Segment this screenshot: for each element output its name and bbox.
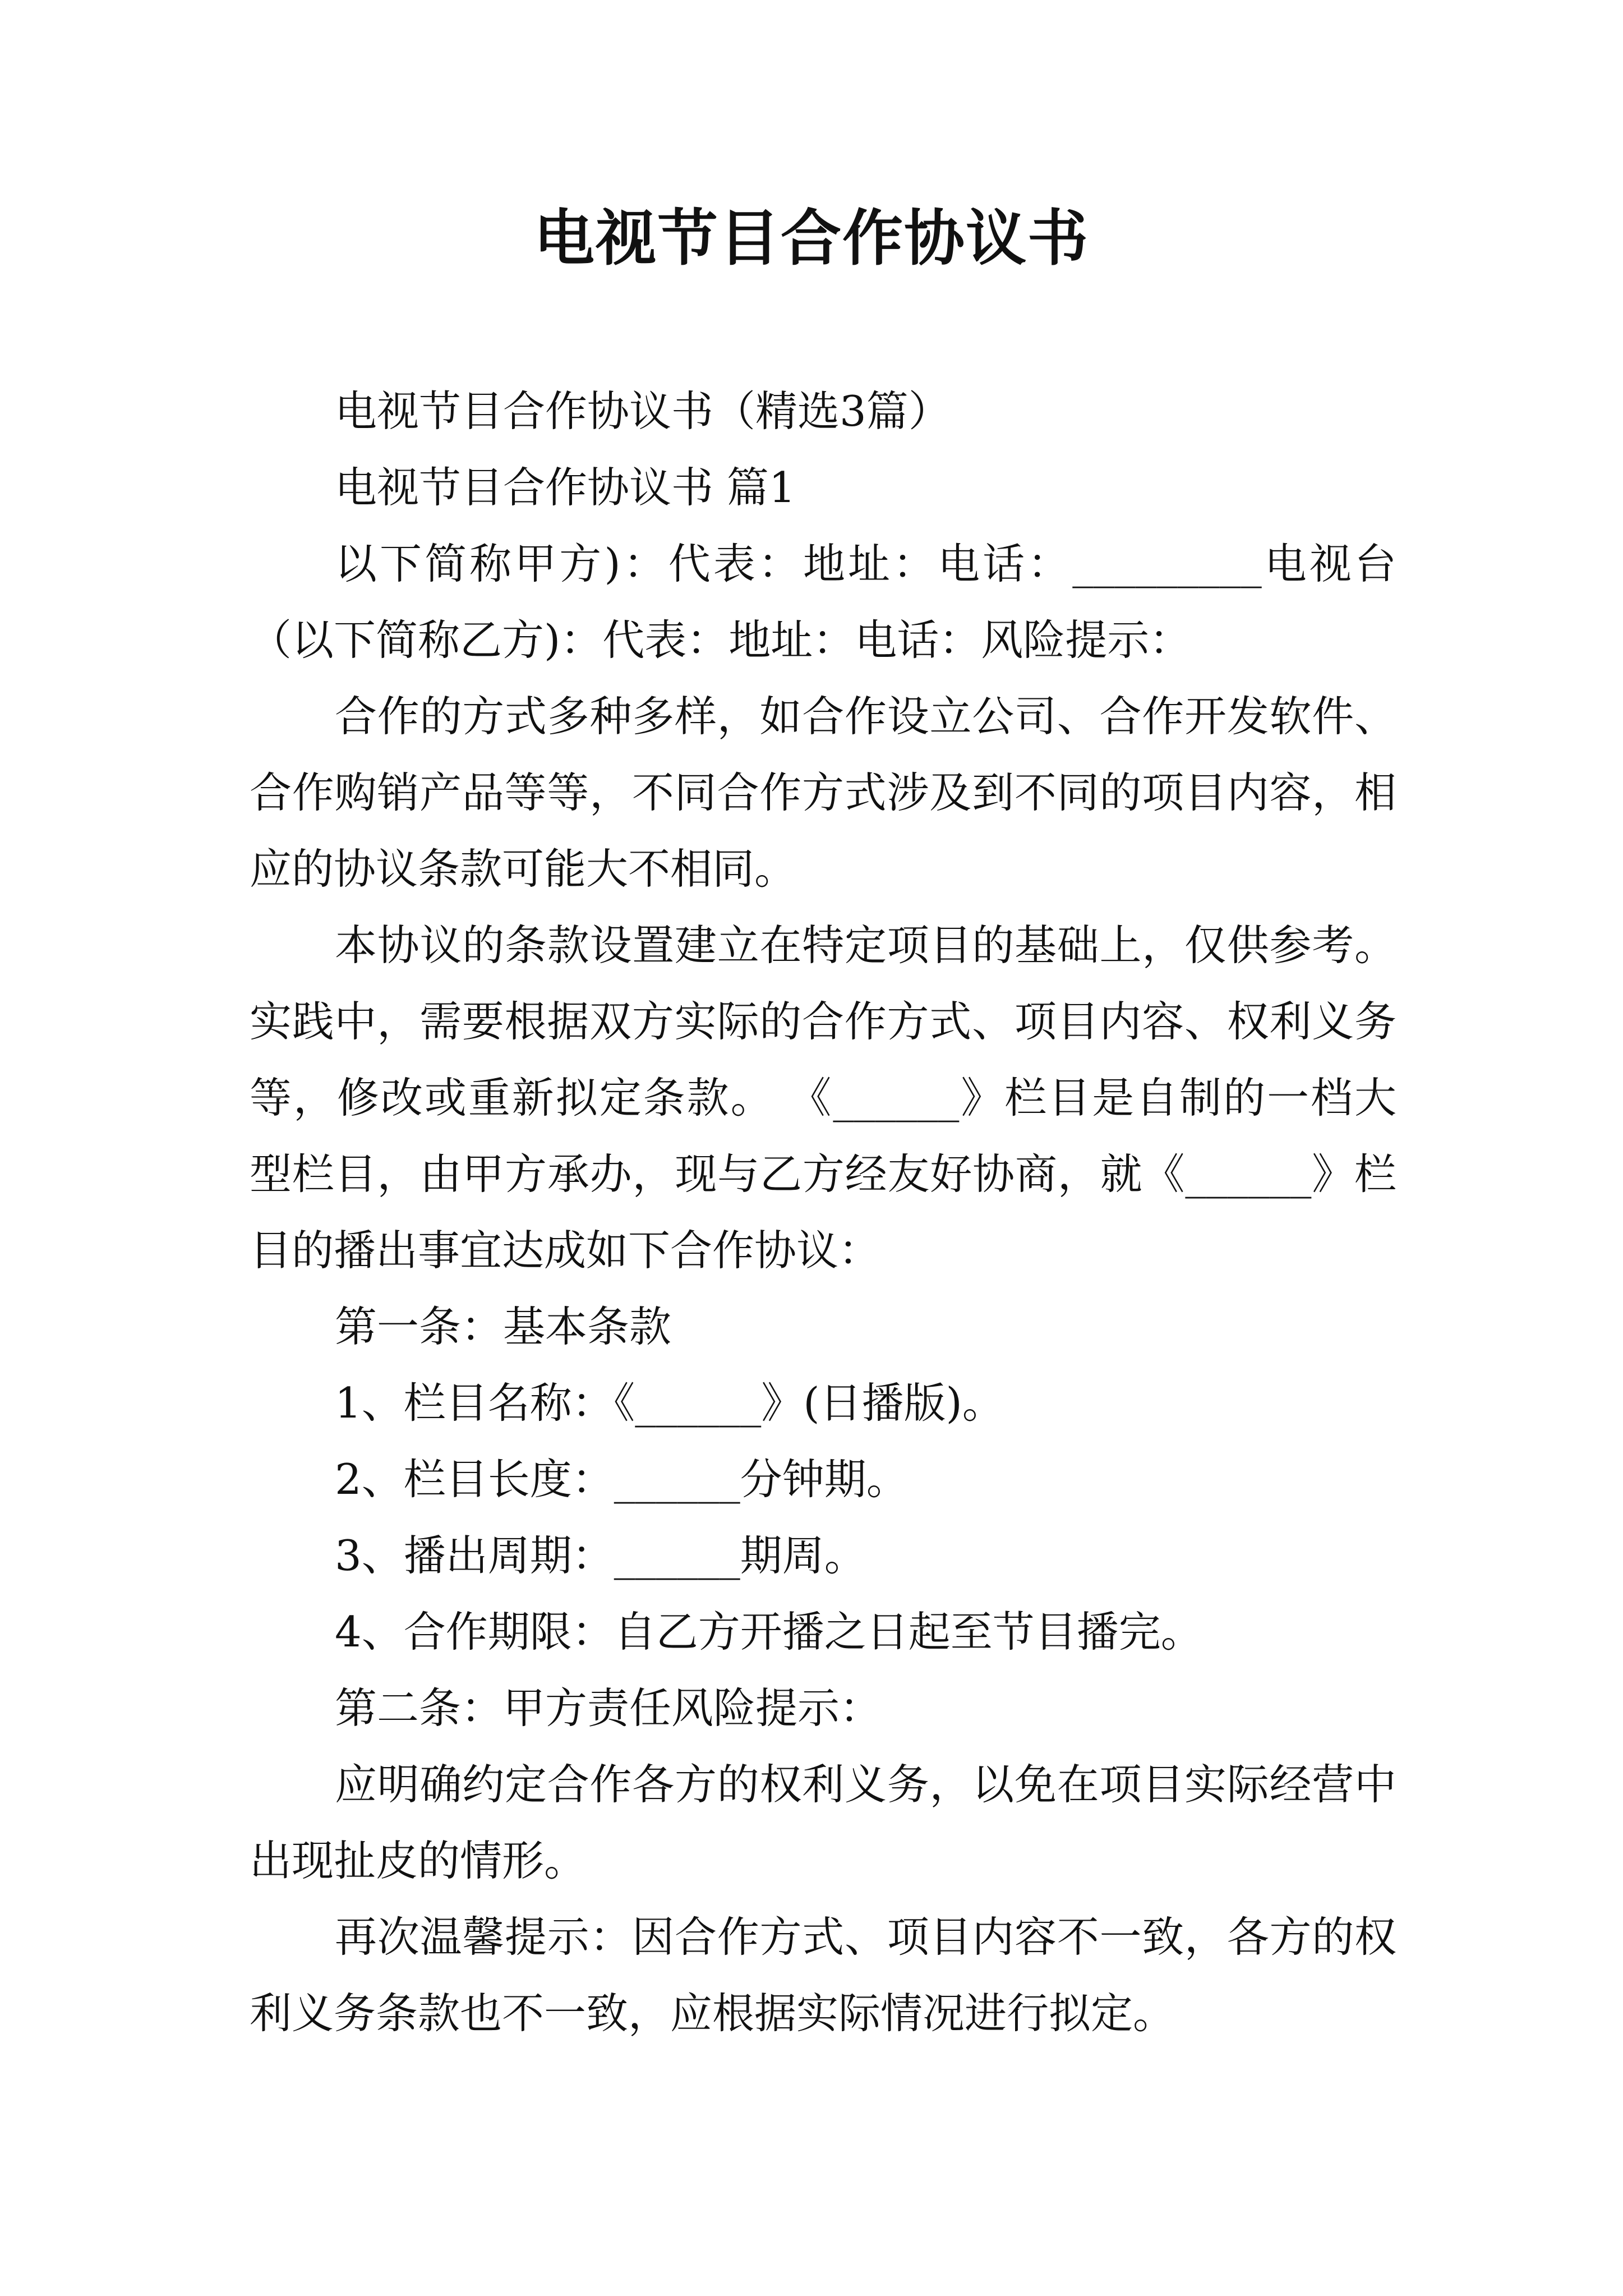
document-title: 电视节目合作协议书 [533,203,1089,274]
document-body [250,373,1396,2051]
paragraph-agreement-intro: 本协议的条款设置建立在特定项目的基础上，仅供参考。实践中，需要根据双方实际的合作方式、项目内容、权利义务等，修改或重新拟定条款。 《______》栏目是自制的一档大型栏目，由甲方承办，现与乙方经友好协商，就《______》栏目的播出事宜达成如下合作协议： [250,921,1396,1275]
paragraph-parties: 以下简称甲方)：代表：地址：电话：_________电视台（以下简称乙方)：代表：地址：电话：风险提示： [250,539,1396,665]
paragraph-article-one: 第一条：基本条款 [335,1302,672,1351]
paragraph-cooperation-methods: 合作的方式多种多样，如合作设立公司、合作开发软件、合作购销产品等等，不同合作方式涉及到不同的项目内容，相应的协议条款可能大不相同。 [250,692,1396,894]
paragraph-rights-obligations: 应明确约定合作各方的权利义务，以免在项目实际经营中出现扯皮的情形。 [250,1760,1396,1885]
paragraph-clause-cooperation-term: 4、合作期限：自乙方开播之日起至节目播完。 [335,1607,1203,1657]
paragraph-clause-program-name: 1、栏目名称：《______》(日播版)。 [335,1378,1004,1428]
paragraph-article-two: 第二条：甲方责任风险提示： [335,1683,882,1733]
paragraph-subtitle: 电视节目合作协议书（精选3篇） [335,386,951,436]
paragraph-reminder: 再次温馨提示：因合作方式、项目内容不一致，各方的权利义务条款也不一致，应根据实际情况进行拟定。 [250,1912,1396,2038]
paragraph-section-heading: 电视节目合作协议书 篇1 [335,463,796,512]
paragraph-clause-program-length: 2、栏目长度：______分钟期。 [335,1455,909,1504]
paragraph-clause-broadcast-cycle: 3、播出周期：______期周。 [335,1531,866,1580]
